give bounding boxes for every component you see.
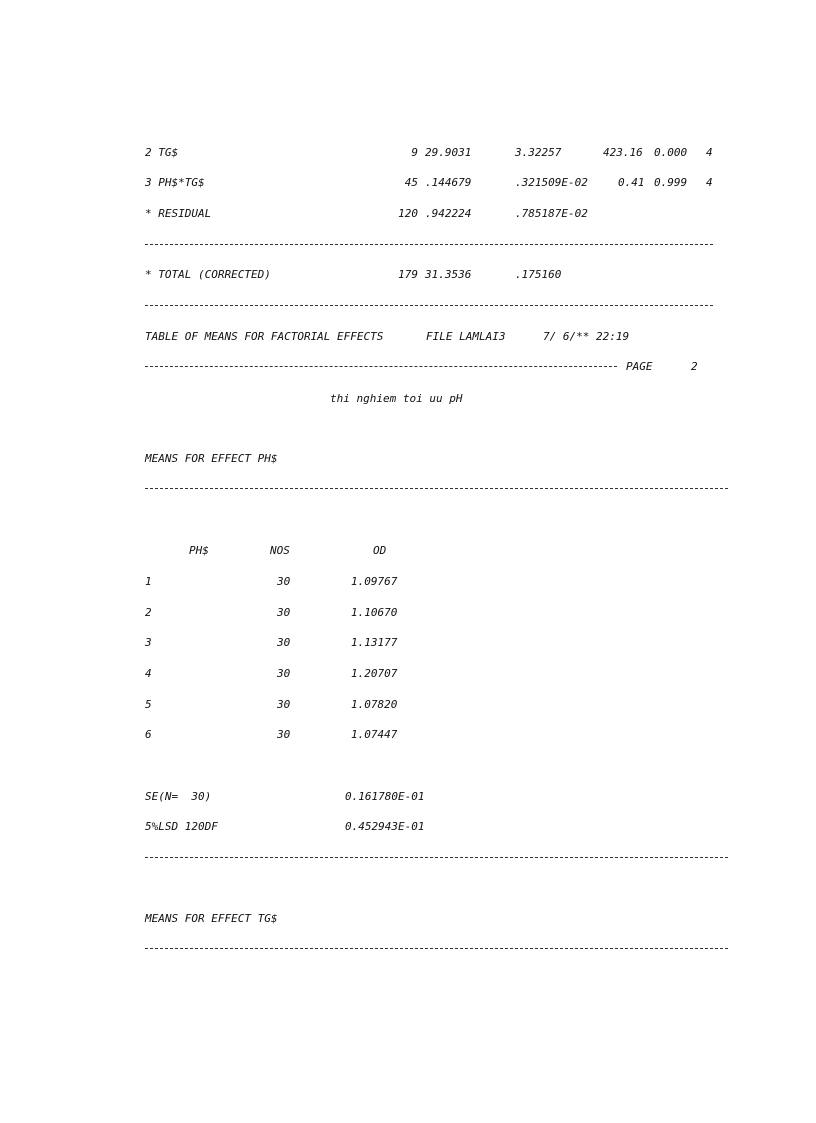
anova-p: 0.999 — [654, 176, 688, 189]
anova-k: 4 — [706, 146, 713, 159]
od-cell: 1.10670 — [351, 606, 398, 619]
lsd-label: 5%LSD 120DF — [145, 820, 218, 833]
od-cell: 1.13177 — [351, 636, 398, 649]
nos-cell: 30 — [277, 606, 291, 619]
level-cell: 2 — [145, 606, 152, 619]
anova-ss: .144679 — [425, 176, 472, 189]
page-number: 2 — [691, 360, 698, 373]
nos-cell: 30 — [277, 728, 291, 741]
level-cell: 1 — [145, 575, 152, 588]
dashed-rule — [145, 948, 728, 949]
anova-source: 3 PH$*TG$ — [145, 176, 205, 189]
level-cell: 5 — [145, 698, 152, 711]
run-datetime: 7/ 6/** 22:19 — [543, 330, 630, 343]
anova-f: 423.16 — [603, 146, 643, 159]
lsd-value: 0.452943E-01 — [345, 820, 425, 833]
anova-source: * TOTAL (CORRECTED) — [145, 268, 271, 281]
od-cell: 1.07820 — [351, 698, 398, 711]
effect-heading: MEANS FOR EFFECT TG$ — [145, 912, 278, 925]
dashed-rule — [145, 366, 617, 367]
se-label: SE(N= 30) — [145, 790, 212, 803]
anova-ms: .785187E-02 — [515, 207, 588, 220]
page-label: PAGE — [626, 360, 653, 373]
anova-source: 2 TG$ — [145, 146, 179, 159]
nos-cell: 30 — [277, 667, 291, 680]
experiment-subtitle: thi nghiem toi uu pH — [330, 392, 463, 405]
se-value: 0.161780E-01 — [345, 790, 425, 803]
anova-k: 4 — [706, 176, 713, 189]
anova-p: 0.000 — [654, 146, 688, 159]
anova-ss: 29.9031 — [425, 146, 472, 159]
nos-cell: 30 — [277, 575, 291, 588]
anova-ms: 3.32257 — [515, 146, 562, 159]
anova-ms: .321509E-02 — [515, 176, 588, 189]
means-table-title: TABLE OF MEANS FOR FACTORIAL EFFECTS — [145, 330, 384, 343]
od-cell: 1.07447 — [351, 728, 398, 741]
nos-cell: 30 — [277, 636, 291, 649]
file-name: FILE LAMLAI3 — [426, 330, 506, 343]
level-cell: 3 — [145, 636, 152, 649]
anova-ss: .942224 — [425, 207, 472, 220]
dashed-rule — [145, 305, 713, 306]
anova-df: 9 — [411, 146, 418, 159]
anova-df: 120 — [398, 207, 418, 220]
column-header: OD — [373, 544, 387, 557]
column-header: PH$ — [189, 544, 209, 557]
anova-f: 0.41 — [618, 176, 645, 189]
dashed-rule — [145, 244, 713, 245]
anova-ms: .175160 — [515, 268, 562, 281]
level-cell: 6 — [145, 728, 152, 741]
anova-df: 179 — [398, 268, 418, 281]
od-cell: 1.09767 — [351, 575, 398, 588]
anova-df: 45 — [404, 176, 418, 189]
level-cell: 4 — [145, 667, 152, 680]
dashed-rule — [145, 488, 728, 489]
dashed-rule — [145, 857, 728, 858]
column-header: NOS — [270, 544, 290, 557]
od-cell: 1.20707 — [351, 667, 398, 680]
anova-ss: 31.3536 — [425, 268, 472, 281]
anova-source: * RESIDUAL — [145, 207, 212, 220]
nos-cell: 30 — [277, 698, 291, 711]
effect-heading: MEANS FOR EFFECT PH$ — [145, 452, 278, 465]
